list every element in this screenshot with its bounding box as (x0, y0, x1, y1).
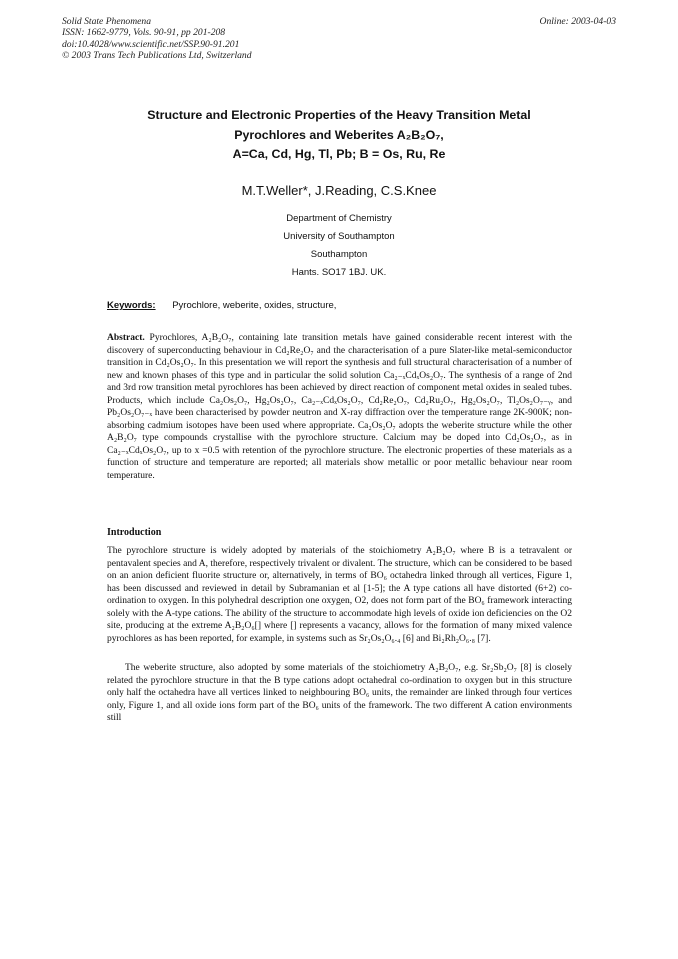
issn-line: ISSN: 1662-9779, Vols. 90-91, pp 201-208 (62, 27, 226, 39)
introduction-heading: Introduction (107, 527, 162, 538)
doi-line: doi:10.4028/www.scientific.net/SSP.90-91.201 (62, 38, 240, 50)
paper-title (100, 106, 578, 165)
affiliation-city: Southampton (310, 249, 368, 260)
title-line-3: A=Ca, Cd, Hg, Tl, Pb; B = Os, Ru, Re (232, 147, 446, 162)
author-list: M.T.Weller*, J.Reading, C.S.Knee (241, 183, 437, 198)
journal-header (62, 16, 252, 62)
affiliation (100, 210, 578, 282)
affiliation-postcode: Hants. SO17 1BJ. UK. (291, 267, 387, 278)
affiliation-university: University of Southampton (283, 231, 395, 242)
affiliation-department: Department of Chemistry (286, 213, 392, 224)
abstract-label: Abstract. (107, 333, 145, 343)
title-line-1: Structure and Electronic Properties of the Heavy Transition Metal (147, 108, 531, 122)
introduction-paragraph-1: The pyrochlore structure is widely adopted by materials of the stoichiometry A₂B₂O₇ where B is a tetravalent or pentavalent species and A, therefore, respectively trivalent or divalent. The structure, which can be considered to be based on an anion deficient fluorite structure or, alternatively, in terms of BO₆ octahedra linked through all vertices, Figure 1, has been discussed and reviewed in detail by Subramanian et al [1-5]; the A type cations all have distorted (6+2) co-ordination to oxygen. In this polyhedral description one oxygen, O2, does not form part of the BO₆ framework interacting solely with the A-type cations. The ability of the structure to accommodate high levels of oxide ion deficiencies on the O2 site, producing at the extreme A₂B₂O₆[] where [] represents a vacancy, allows for the formation of many mixed valence pyrochlores as has been reported, for example, in systems such as Sr₂Os₂O₆.₄ [6] and Bi₂Rh₂O₆.₈ [7]. (107, 546, 572, 644)
introduction-paragraph-2: The weberite structure, also adopted by some materials of the stoichiometry A₂B₂O₇, e.g. Sr₂Sb₂O₇ [8] is closely related the pyrochlore structure in that the B type cations adopt octahedral co-ordination to oxygen but in this structure only half the octahedra have all vertices linked to neighbouring BO₆ units, the remainder are linked through four vertices only, Figure 1, and all oxide ions form part of the BO₆ units of the framework. The two different A cation environments still (107, 663, 572, 723)
keywords-text: Pyrochlore, weberite, oxides, structure, (172, 300, 337, 311)
keywords-label: Keywords: (107, 300, 156, 311)
copyright-line: © 2003 Trans Tech Publications Ltd, Switzerland (62, 50, 252, 62)
abstract-paragraph (107, 332, 572, 482)
abstract-text: Pyrochlores, A₂B₂O₇, containing late transition metals have gained considerable recent interest with the discovery of superconducting behaviour in Cd₂Re₂O₇ and the characterisation of a pure Slater-like metal-semiconductor transition in Cd₂Os₂O₇. In this presentation we will report the synthesis and full structural characterisation of a number of new and known phases of this type and in particular the solid solution Ca₂₋ₓCdₓOs₂O₇. The synthesis of a range of 2nd and 3rd row transition metal pyrochlores has been achieved by direct reaction of component metal oxides in sealed tubes. Products, which include Ca₂Os₂O₇, Hg₂Os₂O₇, Ca₂₋ₓCdₓOs₂O₇, Cd₂Re₂O₇, Cd₂Ru₂O₇, Hg₂Os₂O₇, Tl₂Os₂O₇₋ᵧ, and Pb₂Os₂O₇₋ₓ have been characterised by powder neutron and X-ray diffraction over the temperature range 2K-900K; non-absorbing cadmium isotopes have been used where appropriate. Ca₂Os₂O₇ adopts the weberite structure while the other A₂B₂O₇ type compounds crystallise with the pyrochlore structure. Calcium may be doped into Cd₂Os₂O₇, as in Ca₂₋ₓCdₓOs₂O₇, up to x =0.5 with retention of the pyrochlore structure. The electronic properties of these materials as a function of structure and temperature are reported; all materials show metallic or poor metallic behaviour near room temperature. (107, 333, 572, 481)
online-date: Online: 2003-04-03 (539, 16, 616, 27)
keywords-line (107, 300, 336, 311)
title-line-2: Pyrochlores and Weberites A₂B₂O₇, (234, 127, 444, 142)
journal-name: Solid State Phenomena (62, 16, 151, 27)
